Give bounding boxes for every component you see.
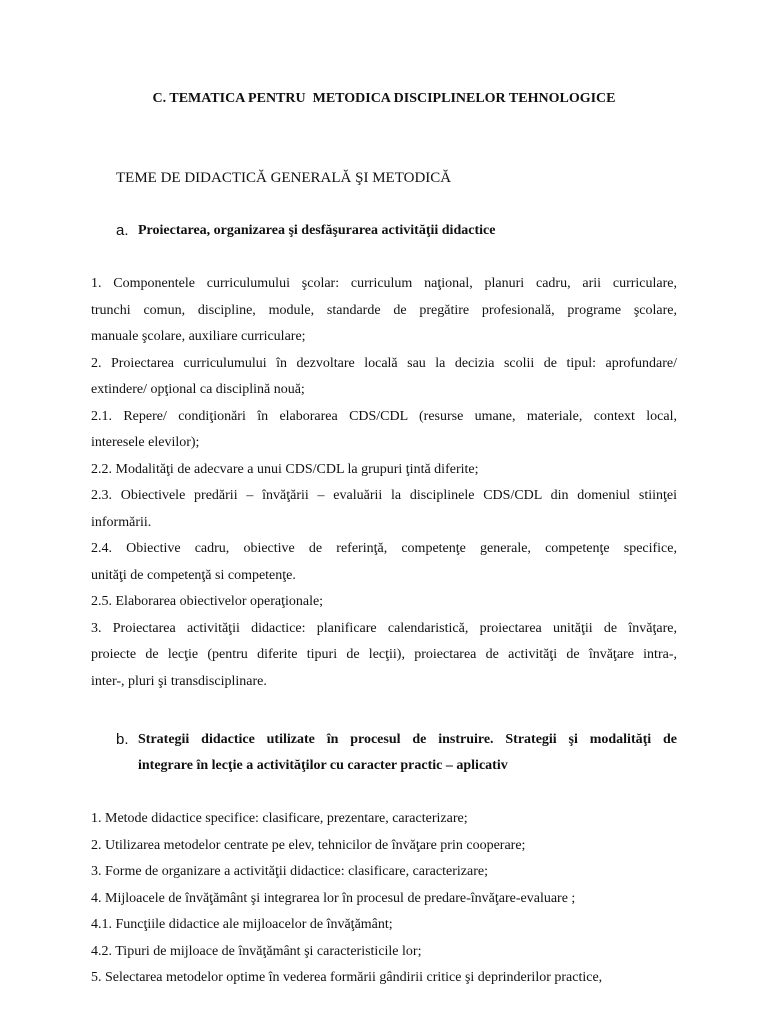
section-b-body [91,806,677,992]
body-line: 1. Metode didactice specifice: clasificare, prezentare, caracterizare; [91,811,468,826]
body-line: extindere/ opţional ca disciplină nouă; [91,382,305,397]
body-line: 2. Utilizarea metodelor centrate pe elev, tehnicilor de învăţare prin cooperare; [91,837,526,853]
body-line: 3. Proiectarea activităţii didactice: planificare calendaristică, proiectarea unităţii de învăţare, [91,620,677,636]
body-line: 2.5. Elaborarea obiectivelor operaţionale; [91,594,324,609]
section-b-title-line2: integrare în lecţie a activităţilor cu caracter practic – aplicativ [138,758,508,773]
body-line: 4.2. Tipuri de mijloace de învăţământ şi caracteristicile lor; [91,943,422,959]
body-line: 3. Forme de organizare a activităţii didactice: clasificare, caracterizare; [91,864,488,879]
body-line: informării. [91,514,152,530]
section-a-heading [116,218,676,244]
document-title: C. TEMATICA PENTRU METODICA DISCIPLINELOR TEHNOLOGICE [152,91,616,106]
body-line: trunchi comun, discipline, module, standarde de pregătire profesională, programe şcolare, [91,302,677,318]
body-line: unităţi de competenţă si competenţe. [91,567,296,583]
body-line: 5. Selectarea metodelor optime în vederea formării gândirii critice şi deprinderilor practice, [91,970,603,985]
section-a-body [91,271,677,695]
section-b-title-line1: Strategii didactice utilizate în procesul de instruire. Strategii şi modalităţi de [138,732,677,747]
body-line: 2.1. Repere/ condiţionări în elaborarea CDS/CDL (resurse umane, materiale, context local, [91,408,677,424]
body-line: 2. Proiectarea curriculumului în dezvoltare locală sau la decizia scolii de tipul: aprofundare/ [91,355,677,371]
section-a-marker: a. [116,222,129,239]
body-line: 2.3. Obiectivele predării – învăţării – evaluării la disciplinele CDS/CDL din domeniul stiinţei [91,488,677,503]
body-line: 1. Componentele curriculumului şcolar: curriculum naţional, planuri cadru, arii curriculare, [91,276,677,291]
body-line: inter-, pluri şi transdisciplinare. [91,673,267,689]
body-line: interesele elevilor); [91,435,200,450]
body-line: 4.1. Funcţiile didactice ale mijloacelor de învăţământ; [91,917,393,932]
body-line: 2.2. Modalităţi de adecvare a unui CDS/CDL la grupuri ţintă diferite; [91,461,479,477]
section-b-marker: b. [116,731,129,748]
section-b-heading [116,727,677,779]
body-line: manuale şcolare, auxiliare curriculare; [91,329,306,344]
body-line: 2.4. Obiective cadru, obiective de referinţă, competenţe generale, competenţe specifice, [91,541,677,556]
body-line: proiecte de lecţie (pentru diferite tipuri de lecţii), proiectarea de activităţi de învăţare intra-, [91,647,677,662]
section-subheading: TEME DE DIDACTICĂ GENERALĂ ŞI METODICĂ [116,170,452,186]
section-a-title: Proiectarea, organizarea şi desfăşurarea activităţii didactice [138,223,496,238]
body-line: 4. Mijloacele de învăţământ şi integrarea lor în procesul de predare-învăţare-evaluare ; [91,890,576,906]
